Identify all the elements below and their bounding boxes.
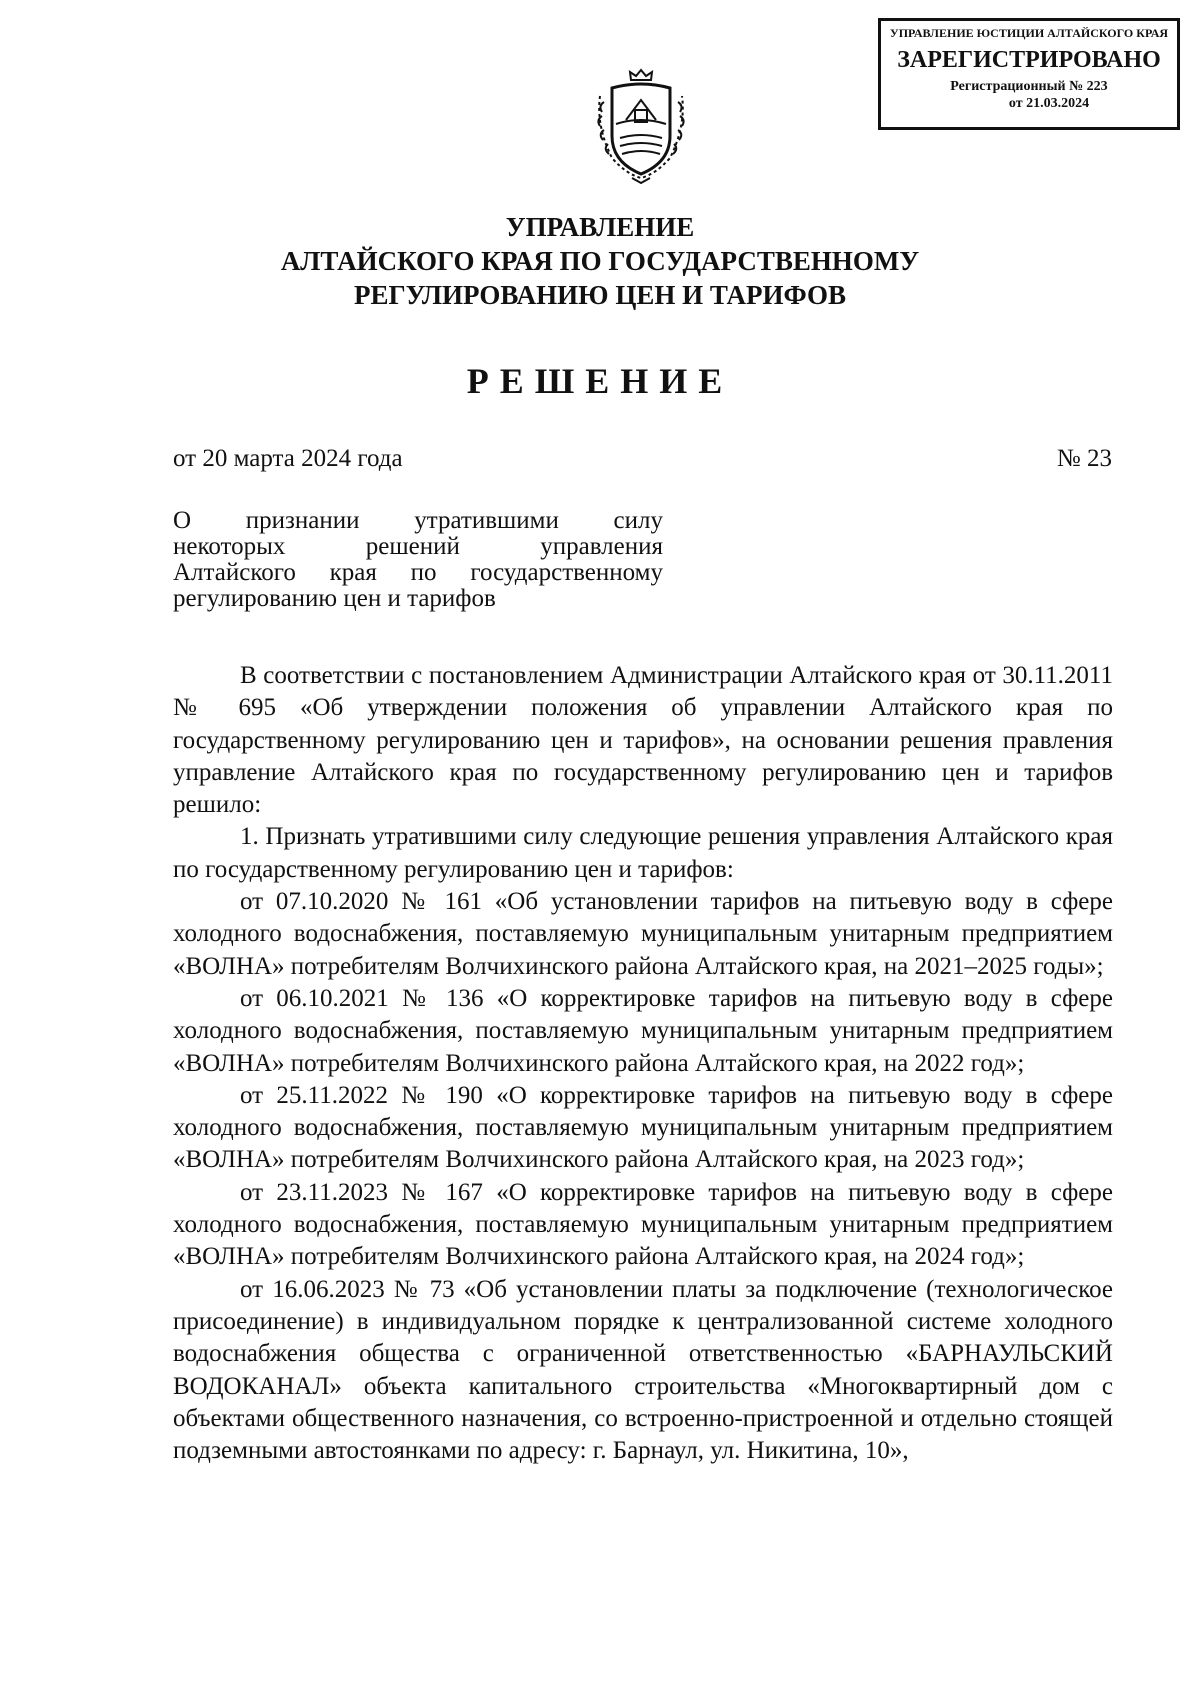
authority-line-2: АЛТАЙСКОГО КРАЯ ПО ГОСУДАРСТВЕННОМУ (280, 246, 920, 276)
body-paragraph-decision-161: от 07.10.2020 № 161 «Об установлении тарифов на питьевую воду в сфере холодного водоснабжения, поставляемую муниципальным унитарным предприятием «ВОЛНА» потребителям Волчихинского района Алтайского края, на 2021–2025 годы»; (173, 888, 1113, 980)
document-type-title: РЕШЕНИЕ (466, 361, 734, 401)
body-paragraph-item-1: 1. Признать утратившими силу следующие решения управления Алтайского края по государственному регулированию цен и тарифов: (173, 823, 1113, 883)
registration-stamp (878, 18, 1180, 130)
issuing-authority (200, 210, 1000, 312)
stamp-reg-number: Регистрационный № 223 (950, 79, 1108, 94)
body-paragraph-decision-190: от 25.11.2022 № 190 «О корректировке тарифов на питьевую воду в сфере холодного водоснабжения, поставляемую муниципальным унитарным предприятием «ВОЛНА» потребителям Волчихинского района Алтайского края, на 2023 год»; (173, 1081, 1113, 1174)
stamp-authority: УПРАВЛЕНИЕ ЮСТИЦИИ АЛТАЙСКОГО КРАЯ (889, 26, 1169, 40)
stamp-status: ЗАРЕГИСТРИРОВАНО (897, 47, 1161, 73)
document-number: № 23 (1056, 445, 1112, 472)
stamp-reg-date: от 21.03.2024 (1008, 96, 1090, 111)
authority-line-1: УПРАВЛЕНИЕ (505, 212, 695, 242)
document-subject (173, 508, 663, 612)
subject-line-4: регулированию цен и тарифов (173, 585, 496, 612)
subject-line-3: Алтайского края по государственному (173, 559, 663, 586)
document-date: от 20 марта 2024 года (173, 445, 403, 472)
body-paragraph-decision-167: от 23.11.2023 № 167 «О корректировке тарифов на питьевую воду в сфере холодного водоснабжения, поставляемую муниципальным унитарным предприятием «ВОЛНА» потребителям Волчихинского района Алтайского края, на 2024 год»; (173, 1178, 1113, 1271)
altai-krai-coat-of-arms-icon (592, 66, 690, 184)
subject-line-1: О признании утратившими силу (173, 507, 663, 534)
authority-line-3: РЕГУЛИРОВАНИЮ ЦЕН И ТАРИФОВ (353, 280, 847, 310)
subject-line-2: некоторых решений управления (173, 533, 663, 560)
body-paragraph-decision-73: от 16.06.2023 № 73 «Об установлении платы за подключение (технологическое присоединение) в индивидуальном порядке к централизованной системе холодного водоснабжения общества с ограниченной ответственностью «БАРНАУЛЬСКИЙ ВОДОКАНАЛ» объекта капитального строительства «Многоквартирный дом с объектами общественного назначения, со встроенно-пристроенной и отдельно стоящей подземными автостоянками по адресу: г. Барнаул, ул. Никитина, 10», (173, 1275, 1113, 1465)
body-paragraph-decision-136: от 06.10.2021 № 136 «О корректировке тарифов на питьевую воду в сфере холодного водоснабжения, поставляемую муниципальным унитарным предприятием «ВОЛНА» потребителям Волчихинского района Алтайского края, на 2022 год»; (173, 984, 1113, 1077)
body-paragraph-preamble: В соответствии с постановлением Администрации Алтайского края от 30.11.2011 № 695 «Об утверждении положения об управлении Алтайского края по государственному регулированию цен и тарифов», на основании решения правления управление Алтайского края по государственному регулированию цен и тарифов решило: (173, 662, 1113, 819)
document-body (173, 660, 1113, 1467)
